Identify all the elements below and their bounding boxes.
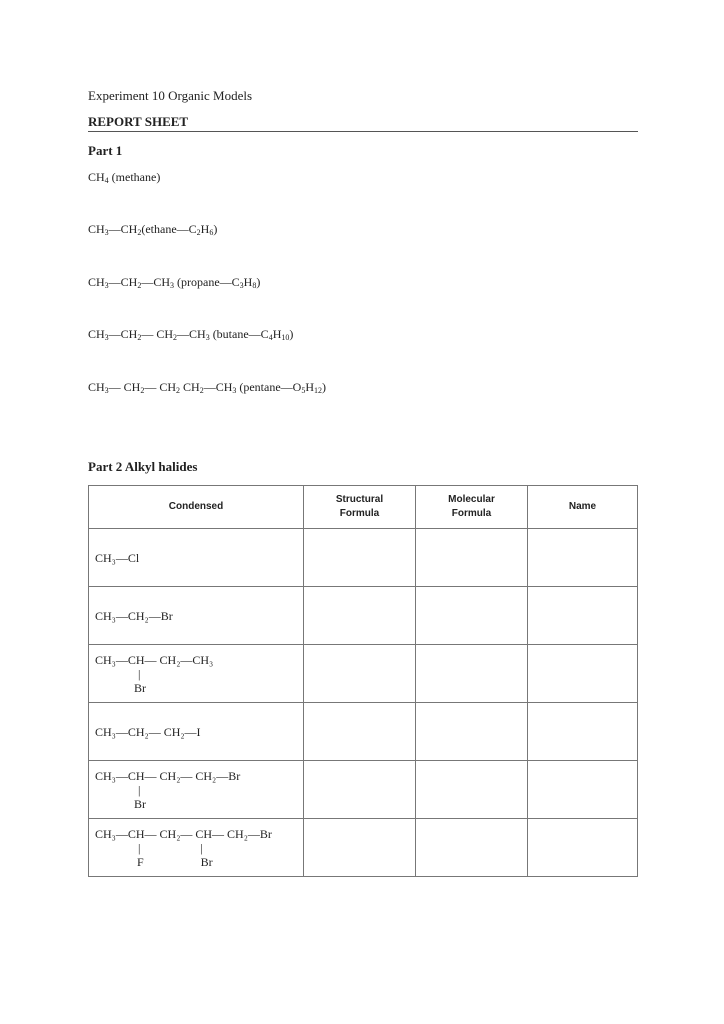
report-sheet-heading: REPORT SHEET [88, 114, 189, 129]
part1-heading: Part 1 [88, 143, 123, 158]
formula-propane: $CH_3—CH_2—CH_3$ $(propane—C_3H_8)$ [88, 275, 261, 290]
table-row [89, 703, 638, 761]
condensed-cell: CH₃—CH₂—Br [89, 587, 304, 645]
structural-formula-cell[interactable] [304, 761, 416, 819]
molecular-formula-cell[interactable] [416, 587, 528, 645]
molecular-formula-cell[interactable] [416, 761, 528, 819]
structural-formula-cell[interactable] [304, 587, 416, 645]
molecular-formula-cell[interactable] [416, 529, 528, 587]
formula-methane: $CH_4$ (methane) [88, 170, 161, 185]
column-header-condensed: Condensed [89, 486, 304, 529]
table-row [89, 761, 638, 819]
formula-pentane: $CH_3—$ $CH_2—$ $CH_2$ $CH_2—CH_3$ $(pentane—O_5H_{12})$ [88, 380, 327, 395]
condensed-cell: CH₃—Cl [89, 529, 304, 587]
structural-formula-cell[interactable] [304, 645, 416, 703]
name-cell[interactable] [528, 529, 638, 587]
name-cell[interactable] [528, 645, 638, 703]
table-row [89, 645, 638, 703]
structural-formula-cell[interactable] [304, 819, 416, 877]
condensed-cell: CH₃—CH— CH₂— CH— CH₂—Br | | F Br [89, 819, 304, 877]
condensed-cell: CH₃—CH— CH₂— CH₂—Br | Br [89, 761, 304, 819]
molecular-formula-cell[interactable] [416, 819, 528, 877]
formula-butane: $CH_3—CH_2—$ $CH_2—CH_3$ $(butane—C_4H_{10})$ [88, 327, 294, 342]
name-cell[interactable] [528, 703, 638, 761]
condensed-cell: CH₃—CH₂— CH₂—I [89, 703, 304, 761]
condensed-cell: CH₃—CH— CH₂—CH₃ | Br [89, 645, 304, 703]
column-header-structural-formula: Structural Formula [304, 486, 416, 529]
table-row [89, 819, 638, 877]
structural-formula-cell[interactable] [304, 703, 416, 761]
name-cell[interactable] [528, 587, 638, 645]
molecular-formula-cell[interactable] [416, 645, 528, 703]
formula-ethane: $CH_3—CH_2(ethane—C_2H_6)$ [88, 222, 218, 237]
name-cell[interactable] [528, 761, 638, 819]
name-cell[interactable] [528, 819, 638, 877]
column-header-name: Name [528, 486, 638, 529]
header-divider [88, 131, 638, 132]
column-header-molecular-formula: Molecular Formula [416, 486, 528, 529]
part2-heading: Part 2 Alkyl halides [88, 459, 198, 474]
table-row [89, 529, 638, 587]
table-row [89, 587, 638, 645]
experiment-title: Experiment 10 Organic Models [88, 88, 253, 103]
molecular-formula-cell[interactable] [416, 703, 528, 761]
alkyl-halides-table [88, 485, 638, 877]
structural-formula-cell[interactable] [304, 529, 416, 587]
